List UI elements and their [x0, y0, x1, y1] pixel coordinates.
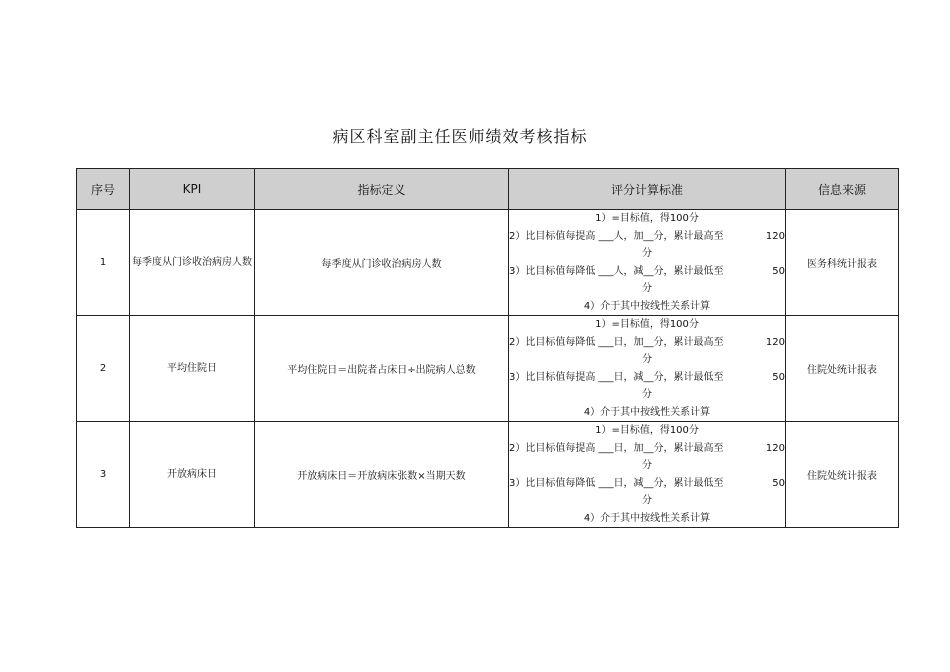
- criteria-line: 分: [642, 389, 652, 400]
- criteria-line: 4）介于其中按线性关系计算: [583, 406, 711, 418]
- criteria-line: 1）=目标值，得100分: [595, 319, 699, 330]
- table-row: [77, 316, 899, 422]
- criteria-value: 120: [765, 230, 785, 242]
- criteria-value: 50: [772, 477, 785, 489]
- row-index: 1: [77, 210, 130, 316]
- table-header-row: [77, 169, 899, 210]
- row-criteria: [509, 422, 786, 528]
- row-definition: 开放病床日＝开放病床张数×当期天数: [255, 422, 509, 528]
- criteria-line: [509, 334, 785, 352]
- criteria-line: [509, 475, 785, 493]
- header-source: 信息来源: [786, 169, 899, 210]
- document-title: 病区科室副主任医师绩效考核指标: [332, 127, 588, 146]
- criteria-value: 120: [765, 336, 785, 348]
- criteria-line: 4）介于其中按线性关系计算: [583, 512, 711, 524]
- row-definition: 每季度从门诊收治病房人数: [255, 210, 509, 316]
- row-criteria: [509, 316, 786, 422]
- criteria-line: 1）=目标值，得100分: [595, 425, 699, 436]
- row-kpi: 平均住院日: [130, 316, 255, 422]
- criteria-line: 分: [642, 283, 652, 294]
- criteria-line: 分: [642, 354, 652, 365]
- criteria-value: 120: [765, 442, 785, 454]
- header-definition: 指标定义: [255, 169, 509, 210]
- criteria-text: 2）比目标值每提高 ___日，加__分，累计最高至: [509, 442, 724, 454]
- criteria-text: 3）比目标值每提高 ___日，减__分，累计最低至: [509, 371, 724, 383]
- row-kpi: 每季度从门诊收治病房人数: [130, 210, 255, 316]
- row-source: 医务科统计报表: [786, 210, 899, 316]
- criteria-line: [509, 440, 785, 458]
- table-row: [77, 210, 899, 316]
- criteria-value: 50: [772, 371, 785, 383]
- header-criteria: 评分计算标准: [509, 169, 786, 210]
- row-source: 住院处统计报表: [786, 422, 899, 528]
- criteria-line: [509, 228, 785, 246]
- row-criteria: [509, 210, 786, 316]
- row-index: 2: [77, 316, 130, 422]
- criteria-line: 分: [642, 248, 652, 259]
- criteria-line: 分: [642, 495, 652, 506]
- row-source: 住院处统计报表: [786, 316, 899, 422]
- criteria-line: [509, 263, 785, 281]
- criteria-line: 分: [642, 460, 652, 471]
- criteria-value: 50: [772, 265, 785, 277]
- table-row: [77, 422, 899, 528]
- criteria-line: 4）介于其中按线性关系计算: [583, 300, 711, 312]
- criteria-line: 1）=目标值，得100分: [595, 213, 699, 224]
- header-index: 序号: [77, 169, 130, 210]
- criteria-text: 2）比目标值每降低 ___日，加__分，累计最高至: [509, 336, 724, 348]
- row-kpi: 开放病床日: [130, 422, 255, 528]
- criteria-text: 2）比目标值每提高 ___人，加__分，累计最高至: [509, 230, 724, 242]
- row-definition: 平均住院日＝出院者占床日÷出院病人总数: [255, 316, 509, 422]
- criteria-line: [509, 369, 785, 387]
- criteria-text: 3）比目标值每降低 ___日，减__分，累计最低至: [509, 477, 724, 489]
- row-index: 3: [77, 422, 130, 528]
- criteria-text: 3）比目标值每降低 ___人，减__分，累计最低至: [509, 265, 724, 277]
- header-kpi: KPI: [130, 169, 255, 210]
- kpi-table: [76, 168, 899, 528]
